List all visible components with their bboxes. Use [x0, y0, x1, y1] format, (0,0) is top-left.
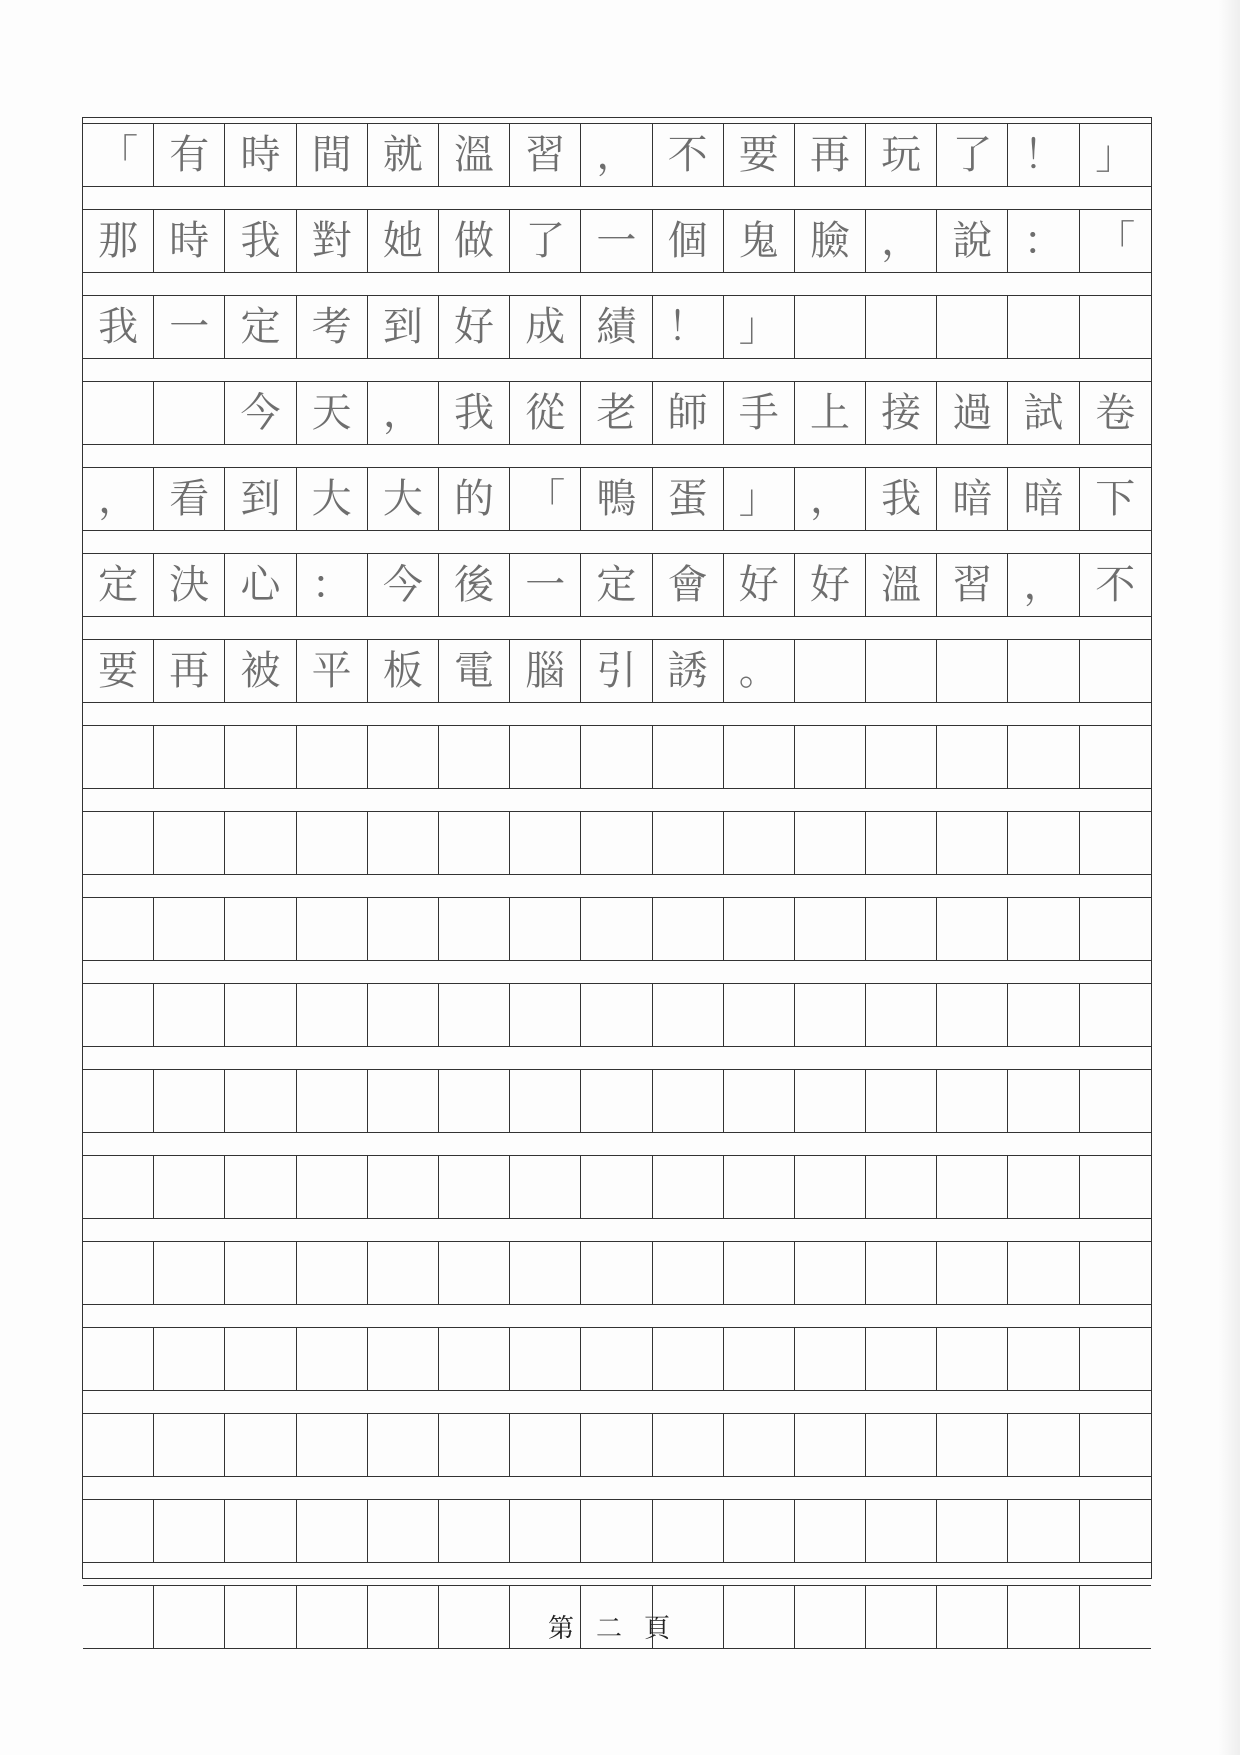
grid-cell: [439, 1328, 510, 1390]
grid-cell: [724, 898, 795, 960]
grid-cell: [724, 1070, 795, 1132]
grid-cell: [83, 1328, 154, 1390]
grid-cell: [724, 1242, 795, 1304]
grid-cell: [581, 812, 652, 874]
grid-cell: 。: [724, 640, 795, 702]
grid-cell: [1008, 812, 1079, 874]
grid-cell: 到: [368, 296, 439, 358]
grid-cell: 不: [1095, 562, 1136, 608]
grid-row: [83, 295, 1151, 359]
grid-cell: [297, 984, 368, 1046]
grid-cell: 試: [1008, 382, 1079, 444]
grid-row: [83, 1155, 1151, 1219]
grid-cell: [439, 1242, 510, 1304]
grid-cell: [83, 1070, 154, 1132]
grid-cell: [297, 1242, 368, 1304]
grid-cell: [937, 640, 1008, 702]
grid-cell: [937, 1156, 1008, 1218]
composition-grid: [82, 117, 1152, 1579]
grid-cell: [653, 1156, 724, 1218]
grid-row: [83, 1069, 1151, 1133]
grid-cell: [1008, 1242, 1079, 1304]
grid-cell: [653, 1242, 724, 1304]
grid-cell: [510, 1156, 581, 1218]
grid-cell: ！: [653, 296, 724, 358]
grid-cell: 時: [154, 210, 225, 272]
grid-cell: [581, 1156, 652, 1218]
grid-cell: [1008, 1414, 1079, 1476]
grid-cell: [653, 726, 724, 788]
grid-cell: [724, 1500, 795, 1562]
grid-cell: [724, 984, 795, 1046]
grid-cell: [866, 1070, 937, 1132]
grid-cell: ，: [83, 468, 154, 530]
grid-cell: 過: [937, 382, 1008, 444]
grid-cell: [1008, 1328, 1079, 1390]
grid-cell: [937, 1242, 1008, 1304]
grid-cell: 誘: [653, 640, 724, 702]
grid-cell: 好: [439, 296, 510, 358]
grid-cell: [368, 1242, 439, 1304]
grid-cell: 天: [297, 382, 368, 444]
grid-cell: [225, 1070, 296, 1132]
grid-cell: 「: [1095, 218, 1136, 264]
grid-cell: [795, 296, 866, 358]
grid-cell: 電: [439, 640, 510, 702]
grid-cell: 暗: [937, 468, 1008, 530]
grid-cell: [937, 984, 1008, 1046]
grid-cell: [297, 1500, 368, 1562]
grid-cell: [1008, 898, 1079, 960]
grid-row: [83, 897, 1151, 961]
grid-cell: 鬼: [724, 210, 795, 272]
grid-cell: 心: [225, 554, 296, 616]
grid-cell: 考: [297, 296, 368, 358]
grid-cell: [154, 1500, 225, 1562]
grid-cell: 一: [581, 210, 652, 272]
grid-cell: 定: [581, 554, 652, 616]
grid-cell: [1080, 726, 1151, 788]
grid-cell: 「: [510, 468, 581, 530]
grid-cell: 有: [154, 124, 225, 186]
page-number: 第二頁: [547, 1614, 692, 1644]
grid-cell: 不: [653, 124, 724, 186]
grid-cell: [368, 1500, 439, 1562]
grid-cell: 好: [795, 554, 866, 616]
grid-cell: ：: [1008, 210, 1079, 272]
grid-cell: 看: [154, 468, 225, 530]
grid-cell: 從: [510, 382, 581, 444]
grid-cell: 說: [937, 210, 1008, 272]
grid-cell: [1080, 1070, 1151, 1132]
grid-cell: [581, 1500, 652, 1562]
grid-cell: [937, 898, 1008, 960]
grid-cell: [653, 1070, 724, 1132]
grid-row: [83, 983, 1151, 1047]
grid-cell: 後: [439, 554, 510, 616]
grid-cell: [510, 812, 581, 874]
grid-cell: [1008, 296, 1079, 358]
grid-cell: [154, 382, 225, 444]
grid-cell: 今: [225, 382, 296, 444]
grid-row: [83, 209, 1151, 273]
grid-cell: [83, 382, 154, 444]
grid-cell: 時: [225, 124, 296, 186]
grid-cell: 了: [937, 124, 1008, 186]
grid-cell: [225, 812, 296, 874]
grid-cell: [439, 1500, 510, 1562]
grid-cell: [154, 898, 225, 960]
grid-cell: [225, 1414, 296, 1476]
grid-cell: [795, 1328, 866, 1390]
grid-cell: 了: [510, 210, 581, 272]
grid-cell: [937, 812, 1008, 874]
grid-cell: 習: [510, 124, 581, 186]
grid-cell: [937, 1414, 1008, 1476]
grid-cell: [297, 1156, 368, 1218]
grid-cell: [368, 984, 439, 1046]
grid-cell: 做: [439, 210, 510, 272]
grid-cell: 再: [795, 124, 866, 186]
grid-cell: 績: [581, 296, 652, 358]
grid-cell: 「: [83, 124, 154, 186]
grid-cell: [866, 1500, 937, 1562]
grid-cell: [297, 898, 368, 960]
grid-cell: [368, 1414, 439, 1476]
grid-cell: [795, 1070, 866, 1132]
grid-cell: 暗: [1008, 468, 1079, 530]
grid-cell: [297, 1070, 368, 1132]
grid-cell: ，: [368, 382, 439, 444]
grid-cell: [297, 1328, 368, 1390]
grid-cell: [866, 726, 937, 788]
grid-cell: [866, 1242, 937, 1304]
grid-cell: 就: [368, 124, 439, 186]
grid-cell: 被: [225, 640, 296, 702]
grid-cell: [581, 1328, 652, 1390]
grid-cell: 定: [83, 554, 154, 616]
grid-row: [83, 381, 1151, 445]
grid-cell: 她: [368, 210, 439, 272]
grid-cell: [795, 1414, 866, 1476]
grid-cell: 會: [653, 554, 724, 616]
grid-cell: 一: [510, 554, 581, 616]
grid-cell: [83, 1500, 154, 1562]
grid-cell: [225, 1156, 296, 1218]
grid-cell: 對: [297, 210, 368, 272]
grid-cell: [1008, 984, 1079, 1046]
grid-cell: [510, 984, 581, 1046]
grid-cell: [83, 726, 154, 788]
grid-cell: [510, 726, 581, 788]
grid-cell: [653, 812, 724, 874]
grid-cell: [866, 1328, 937, 1390]
grid-cell: 」: [724, 296, 795, 358]
grid-cell: [724, 1328, 795, 1390]
grid-cell: [154, 1414, 225, 1476]
grid-row: [83, 1327, 1151, 1391]
grid-cell: [724, 1156, 795, 1218]
grid-cell: [795, 812, 866, 874]
grid-cell: [439, 726, 510, 788]
grid-cell: 再: [154, 640, 225, 702]
grid-row: [83, 811, 1151, 875]
grid-cell: [1008, 1500, 1079, 1562]
grid-cell: 成: [510, 296, 581, 358]
grid-cell: 接: [866, 382, 937, 444]
grid-cell: [154, 812, 225, 874]
grid-cell: [581, 726, 652, 788]
grid-cell: 板: [368, 640, 439, 702]
grid-cell: [225, 1242, 296, 1304]
grid-cell: [439, 1070, 510, 1132]
grid-cell: [368, 1070, 439, 1132]
grid-cell: [510, 1414, 581, 1476]
grid-cell: [1080, 296, 1151, 358]
grid-cell: [225, 1500, 296, 1562]
grid-cell: ，: [1008, 554, 1079, 616]
grid-row: [83, 553, 1151, 617]
grid-cell: 大: [297, 468, 368, 530]
grid-cell: [297, 726, 368, 788]
grid-cell: [1080, 1414, 1151, 1476]
grid-row: [83, 123, 1151, 187]
grid-cell: [653, 1500, 724, 1562]
grid-cell: [581, 1242, 652, 1304]
grid-cell: [1080, 640, 1151, 702]
grid-cell: 一: [154, 296, 225, 358]
grid-cell: [83, 1242, 154, 1304]
grid-cell: [439, 1414, 510, 1476]
grid-cell: 」: [1095, 132, 1136, 178]
grid-cell: 上: [795, 382, 866, 444]
grid-cell: [154, 984, 225, 1046]
grid-cell: 定: [225, 296, 296, 358]
grid-cell: 老: [581, 382, 652, 444]
grid-cell: [439, 812, 510, 874]
grid-cell: [724, 726, 795, 788]
grid-cell: [1008, 726, 1079, 788]
grid-cell: [581, 984, 652, 1046]
grid-cell: [297, 812, 368, 874]
grid-cell: 平: [297, 640, 368, 702]
grid-cell: [795, 1242, 866, 1304]
grid-cell: 那: [83, 210, 154, 272]
grid-cell: 要: [724, 124, 795, 186]
grid-cell: 下: [1095, 476, 1136, 522]
grid-cell: [154, 726, 225, 788]
grid-cell: ，: [866, 210, 937, 272]
grid-row: [83, 725, 1151, 789]
grid-cell: 手: [724, 382, 795, 444]
grid-cell: [937, 1328, 1008, 1390]
grid-cell: 我: [225, 210, 296, 272]
grid-row: [83, 1413, 1151, 1477]
grid-cell: [1080, 1242, 1151, 1304]
grid-cell: [83, 984, 154, 1046]
grid-cell: 引: [581, 640, 652, 702]
grid-cell: [154, 1328, 225, 1390]
grid-cell: 溫: [439, 124, 510, 186]
grid-cell: [83, 812, 154, 874]
grid-cell: [510, 1328, 581, 1390]
grid-cell: [795, 898, 866, 960]
grid-cell: [866, 296, 937, 358]
grid-cell: [225, 1328, 296, 1390]
grid-cell: 蛋: [653, 468, 724, 530]
grid-cell: 我: [439, 382, 510, 444]
grid-row: [83, 1499, 1151, 1563]
grid-cell: [795, 640, 866, 702]
grid-cell: 師: [653, 382, 724, 444]
grid-cell: [83, 898, 154, 960]
grid-cell: [1080, 1156, 1151, 1218]
grid-cell: [724, 1414, 795, 1476]
grid-cell: [225, 898, 296, 960]
grid-cell: [368, 898, 439, 960]
grid-row: [83, 639, 1151, 703]
grid-cell: [795, 726, 866, 788]
grid-cell: [368, 812, 439, 874]
grid-cell: [581, 1414, 652, 1476]
grid-cell: [510, 1070, 581, 1132]
grid-cell: [510, 898, 581, 960]
grid-cell: [154, 1156, 225, 1218]
grid-cell: [653, 1328, 724, 1390]
grid-cell: 的: [439, 468, 510, 530]
grid-cell: 大: [368, 468, 439, 530]
grid-cell: 要: [83, 640, 154, 702]
grid-cell: [1008, 1156, 1079, 1218]
grid-cell: [1080, 984, 1151, 1046]
page-edge-shadow: [1218, 0, 1240, 1755]
grid-cell: [1008, 1070, 1079, 1132]
grid-cell: 溫: [866, 554, 937, 616]
grid-cell: [866, 812, 937, 874]
grid-row: [83, 1241, 1151, 1305]
grid-cell: [795, 1156, 866, 1218]
grid-cell: [1008, 640, 1079, 702]
grid-cell: [1080, 812, 1151, 874]
grid-cell: [866, 898, 937, 960]
grid-cell: [866, 640, 937, 702]
grid-cell: ，: [795, 468, 866, 530]
grid-cell: 到: [225, 468, 296, 530]
grid-cell: 玩: [866, 124, 937, 186]
grid-cell: 個: [653, 210, 724, 272]
grid-cell: ，: [581, 124, 652, 186]
grid-cell: 我: [83, 296, 154, 358]
grid-cell: [154, 1070, 225, 1132]
grid-cell: [368, 1328, 439, 1390]
grid-cell: [368, 1156, 439, 1218]
grid-cell: [653, 898, 724, 960]
grid-cell: [1080, 898, 1151, 960]
grid-cell: [795, 984, 866, 1046]
grid-cell: 習: [937, 554, 1008, 616]
grid-cell: [937, 1500, 1008, 1562]
grid-cell: 間: [297, 124, 368, 186]
grid-cell: [653, 1414, 724, 1476]
grid-cell: [439, 1156, 510, 1218]
grid-cell: [439, 984, 510, 1046]
grid-cell: [581, 898, 652, 960]
grid-cell: [795, 1500, 866, 1562]
grid-cell: 卷: [1095, 390, 1136, 436]
grid-cell: 」: [724, 468, 795, 530]
grid-cell: [581, 1070, 652, 1132]
grid-cell: [154, 1242, 225, 1304]
grid-cell: 今: [368, 554, 439, 616]
grid-cell: 腦: [510, 640, 581, 702]
grid-cell: [866, 984, 937, 1046]
grid-cell: ！: [1008, 124, 1079, 186]
grid-cell: [653, 984, 724, 1046]
grid-cell: [297, 1414, 368, 1476]
grid-cell: ：: [297, 554, 368, 616]
grid-cell: [83, 1414, 154, 1476]
grid-cell: [866, 1414, 937, 1476]
grid-cell: [225, 984, 296, 1046]
grid-cell: 決: [154, 554, 225, 616]
grid-cell: 臉: [795, 210, 866, 272]
grid-cell: [937, 726, 1008, 788]
grid-cell: 鴨: [581, 468, 652, 530]
grid-cell: [1080, 1328, 1151, 1390]
grid-cell: [937, 1070, 1008, 1132]
grid-cell: [1080, 1500, 1151, 1562]
grid-cell: [225, 726, 296, 788]
grid-cell: [510, 1500, 581, 1562]
grid-cell: [866, 1156, 937, 1218]
grid-row: [83, 467, 1151, 531]
grid-cell: [368, 726, 439, 788]
grid-cell: [83, 1156, 154, 1218]
grid-cell: [510, 1242, 581, 1304]
grid-cell: [439, 898, 510, 960]
grid-cell: 好: [724, 554, 795, 616]
grid-cell: [724, 812, 795, 874]
grid-cell: [937, 296, 1008, 358]
grid-cell: 我: [866, 468, 937, 530]
